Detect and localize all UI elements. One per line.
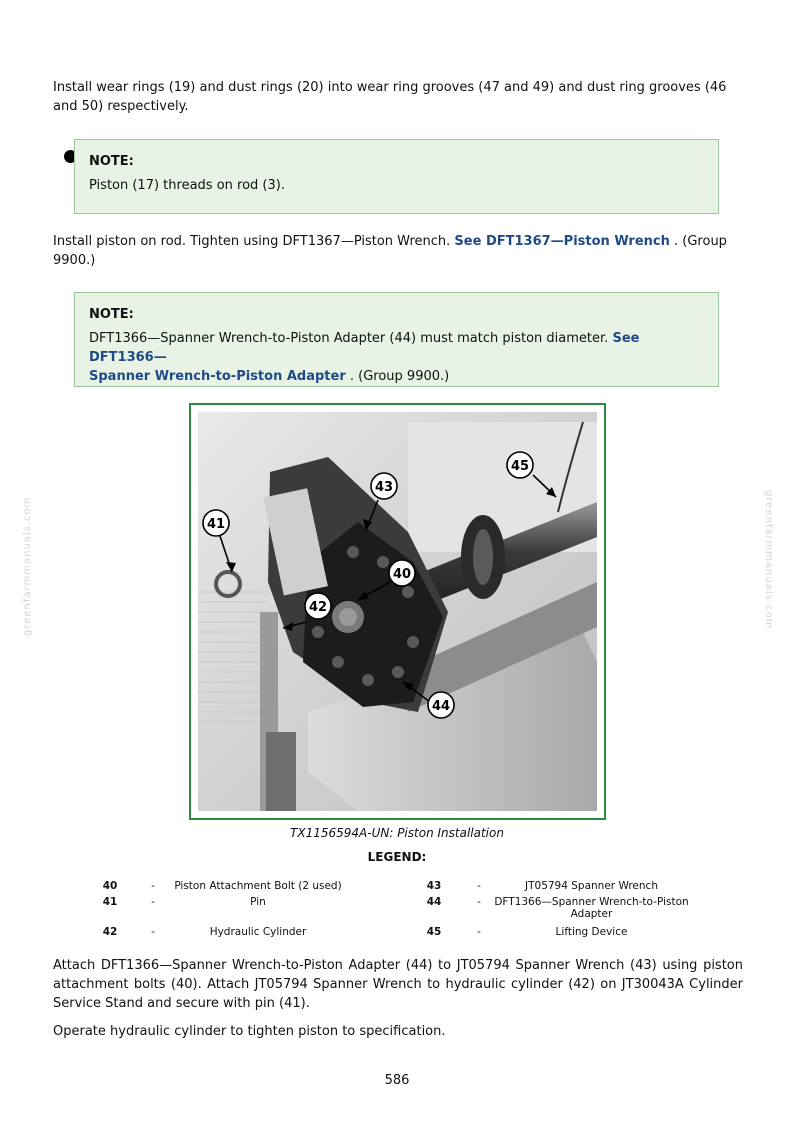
install-piston-text: Install piston on rod. Tighten using DFT1367—Piston Wrench.: [53, 234, 451, 249]
legend-number: 43: [426, 880, 442, 892]
legend-number: 45: [426, 926, 442, 938]
note-title: NOTE:: [89, 154, 134, 169]
legend-row-41: [100, 896, 380, 926]
callout-45-label: 45: [510, 459, 530, 474]
note-body: Piston (17) threads on rod (3).: [89, 178, 285, 193]
dft1366-link-line1[interactable]: See DFT1366—: [89, 331, 640, 365]
legend-dash: -: [477, 926, 481, 938]
legend-right-column: [424, 880, 714, 942]
piston-installation-figure: [189, 403, 606, 820]
callout-41-label: 41: [206, 517, 226, 532]
callout-40-label: 40: [392, 567, 412, 582]
legend-row-44: [424, 896, 714, 926]
note-adapter-text: DFT1366—Spanner Wrench-to-Piston Adapter (44) must match piston diameter.: [89, 331, 609, 346]
figure-caption: TX1156594A-UN: Piston Installation: [290, 826, 504, 840]
legend-row-43: [424, 880, 714, 896]
legend-number: 41: [102, 896, 118, 908]
callout-41: [203, 510, 229, 536]
legend-dash: -: [151, 896, 155, 908]
group-ref: . (Group 9900.): [53, 234, 727, 268]
dft1366-link-line2[interactable]: Spanner Wrench-to-Piston Adapter: [89, 369, 346, 384]
callout-43-label: 43: [374, 480, 394, 495]
legend-title: LEGEND:: [367, 850, 427, 864]
legend-label-line2: Adapter: [570, 908, 613, 920]
callout-44: [428, 692, 454, 718]
legend-number: 40: [102, 880, 118, 892]
legend-row-40: [100, 880, 380, 896]
legend-label: Pin: [250, 896, 266, 908]
legend-row-45: [424, 926, 714, 942]
legend-label: JT05794 Spanner Wrench: [525, 880, 658, 892]
callout-42-label: 42: [308, 600, 328, 615]
legend-label: Hydraulic Cylinder: [209, 926, 307, 938]
callout-45: [507, 452, 533, 478]
operate-paragraph: Operate hydraulic cylinder to tighten piston to specification.: [53, 1024, 446, 1039]
lifting-chain: [266, 732, 296, 811]
note-box-adapter: [74, 292, 719, 387]
callout-40: [389, 560, 415, 586]
legend-label: [484, 896, 699, 926]
dft1367-link[interactable]: See DFT1367—Piston Wrench: [454, 234, 670, 249]
legend-dash: -: [151, 926, 155, 938]
legend-row-42: [100, 926, 380, 942]
legend-number: 42: [102, 926, 118, 938]
attach-paragraph: Attach DFT1366—Spanner Wrench-to-Piston Adapter (44) to JT05794 Spanner Wrench (43) using piston attachment bolts (40). Attach JT05794 Spanner Wrench to hydraulic cylinder (42) on JT30043A Cylinder Service Stand and secure with pin (41).: [53, 958, 743, 1011]
watermark-left: greenfarmmanuals.com: [22, 496, 33, 636]
legend-label: Lifting Device: [555, 926, 628, 938]
watermark-right: greenfarmmanuals.com: [763, 490, 774, 630]
legend-label-line1: DFT1366—Spanner Wrench-to-Piston: [494, 896, 689, 908]
piston-installation-illustration: [198, 412, 597, 811]
install-piston-paragraph: [53, 232, 743, 270]
legend-dash: -: [151, 880, 155, 892]
note-box-piston-threads: [74, 139, 719, 214]
legend-left-column: [100, 880, 380, 942]
group-ref: . (Group 9900.): [349, 369, 450, 384]
note-title: NOTE:: [89, 307, 134, 322]
legend-number: 44: [426, 896, 442, 908]
legend-label: Piston Attachment Bolt (2 used): [174, 880, 342, 892]
intro-paragraph: Install wear rings (19) and dust rings (20) into wear ring grooves (47 and 49) and dust ring grooves (46 and 50) respectively.: [53, 80, 727, 114]
page-number: 586: [384, 1073, 410, 1088]
callout-43: [371, 473, 397, 499]
legend-dash: -: [477, 896, 481, 908]
callout-42: [305, 593, 331, 619]
callout-44-label: 44: [431, 699, 451, 714]
note-body: [89, 329, 704, 386]
legend-dash: -: [477, 880, 481, 892]
